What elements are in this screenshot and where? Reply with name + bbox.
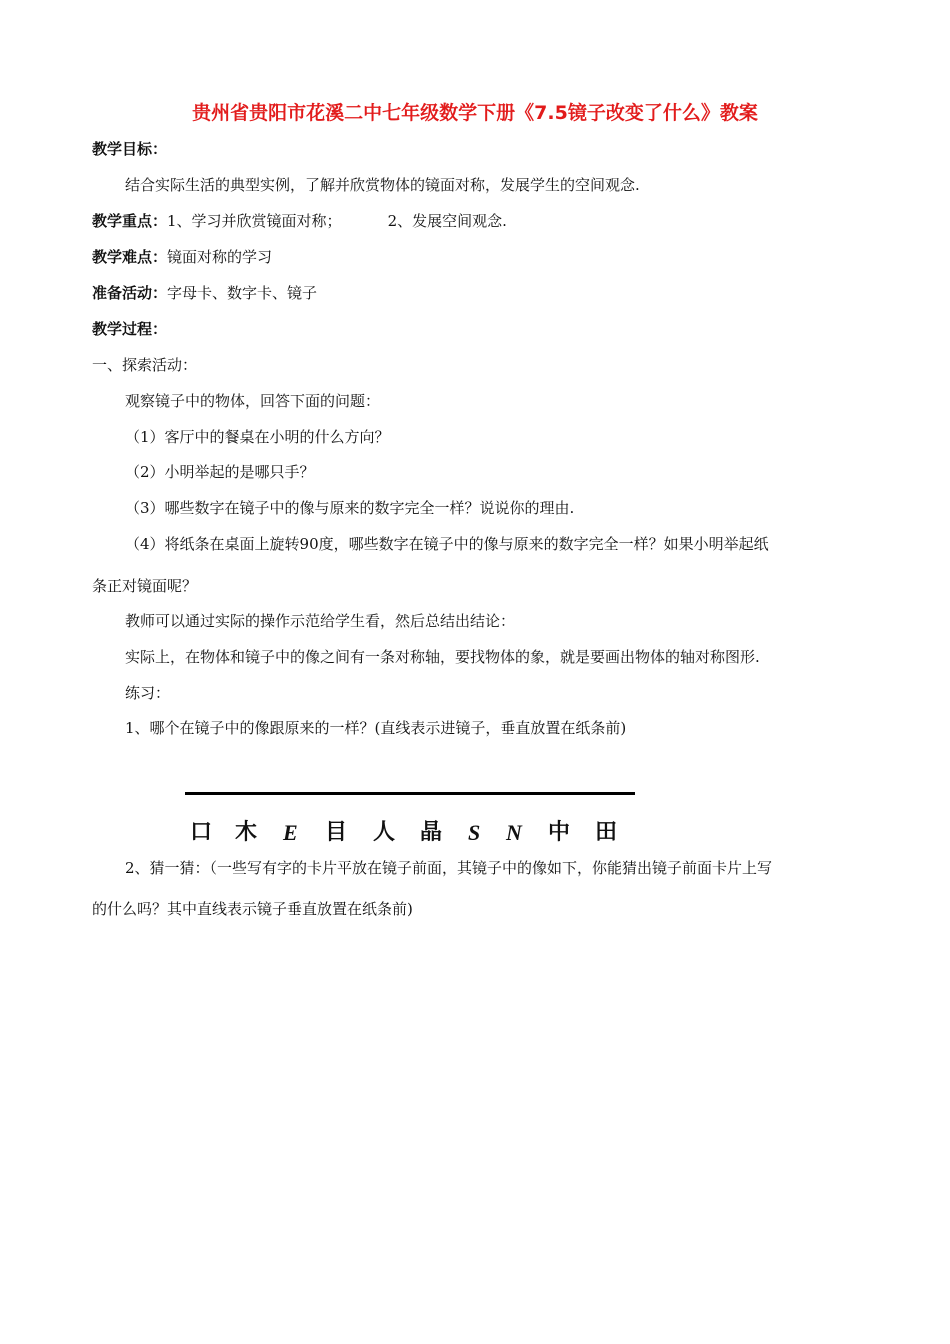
question-2: （2）小明举起的是哪只手？ [125, 463, 315, 481]
teacher-note: 教师可以通过实际的操作示范给学生看，然后总结出结论： [125, 612, 516, 630]
conclusion: 实际上，在物体和镜子中的像之间有一条对称轴，要找物体的象，就是要画出物体的轴对称图形. [125, 648, 760, 666]
preparation-text: 字母卡、数字卡、镜子 [167, 284, 318, 302]
preparation-label: 准备活动： [92, 284, 168, 302]
exercise-2-line-1: 2、猜一猜：（一些写有字的卡片平放在镜子前面，其镜子中的像如下，你能猜出镜子前面卡片上写 [125, 859, 773, 877]
exercise-1: 1、哪个在镜子中的像跟原来的一样？(直线表示进镜子，垂直放置在纸条前) [125, 719, 627, 737]
glyph-card: E [283, 820, 298, 845]
objectives-label: 教学目标： [92, 140, 168, 158]
objectives-text: 结合实际生活的典型实例，了解并欣赏物体的镜面对称，发展学生的空间观念. [125, 176, 640, 194]
glyph-card: 口 [190, 820, 213, 845]
key-point-2: 2、发展空间观念. [387, 212, 507, 230]
glyph-card: S [468, 820, 481, 845]
practice-label: 练习： [125, 684, 171, 702]
observe-intro: 观察镜子中的物体，回答下面的问题： [125, 392, 381, 410]
glyph-card: 中 [548, 820, 571, 845]
glyph-card: 木 [235, 820, 258, 845]
section-1-heading: 一、探索活动： [92, 356, 198, 374]
mirror-line [185, 792, 635, 795]
glyph-card: N [506, 820, 522, 845]
difficulty-text: 镜面对称的学习 [167, 248, 273, 266]
difficulty-row [92, 247, 272, 267]
exercise-2-line-2: 的什么吗？其中直线表示镜子垂直放置在纸条前) [92, 900, 413, 918]
document-title: 贵州省贵阳市花溪二中七年级数学下册《7.5镜子改变了什么》教案 [192, 102, 758, 124]
difficulty-label: 教学难点： [92, 248, 168, 266]
glyph-card: 晶 [420, 820, 443, 845]
key-points-label: 教学重点： [92, 212, 168, 230]
process-label: 教学过程： [92, 320, 168, 338]
glyph-row [0, 818, 950, 848]
question-4-line-2: 条正对镜面呢？ [92, 577, 198, 595]
question-4-line-1: （4）将纸条在桌面上旋转90度，哪些数字在镜子中的像与原来的数字完全一样？如果小明举起纸 [125, 535, 769, 553]
preparation-row [92, 283, 317, 303]
question-1: （1）客厅中的餐桌在小明的什么方向？ [125, 428, 390, 446]
glyph-card: 目 [325, 820, 348, 845]
question-3: （3）哪些数字在镜子中的像与原来的数字完全一样？说说你的理由. [125, 499, 575, 517]
glyph-card: 田 [595, 820, 618, 845]
glyph-card: 人 [373, 820, 396, 845]
key-point-1: 1、学习并欣赏镜面对称； [167, 212, 342, 230]
key-points-row [92, 211, 507, 231]
